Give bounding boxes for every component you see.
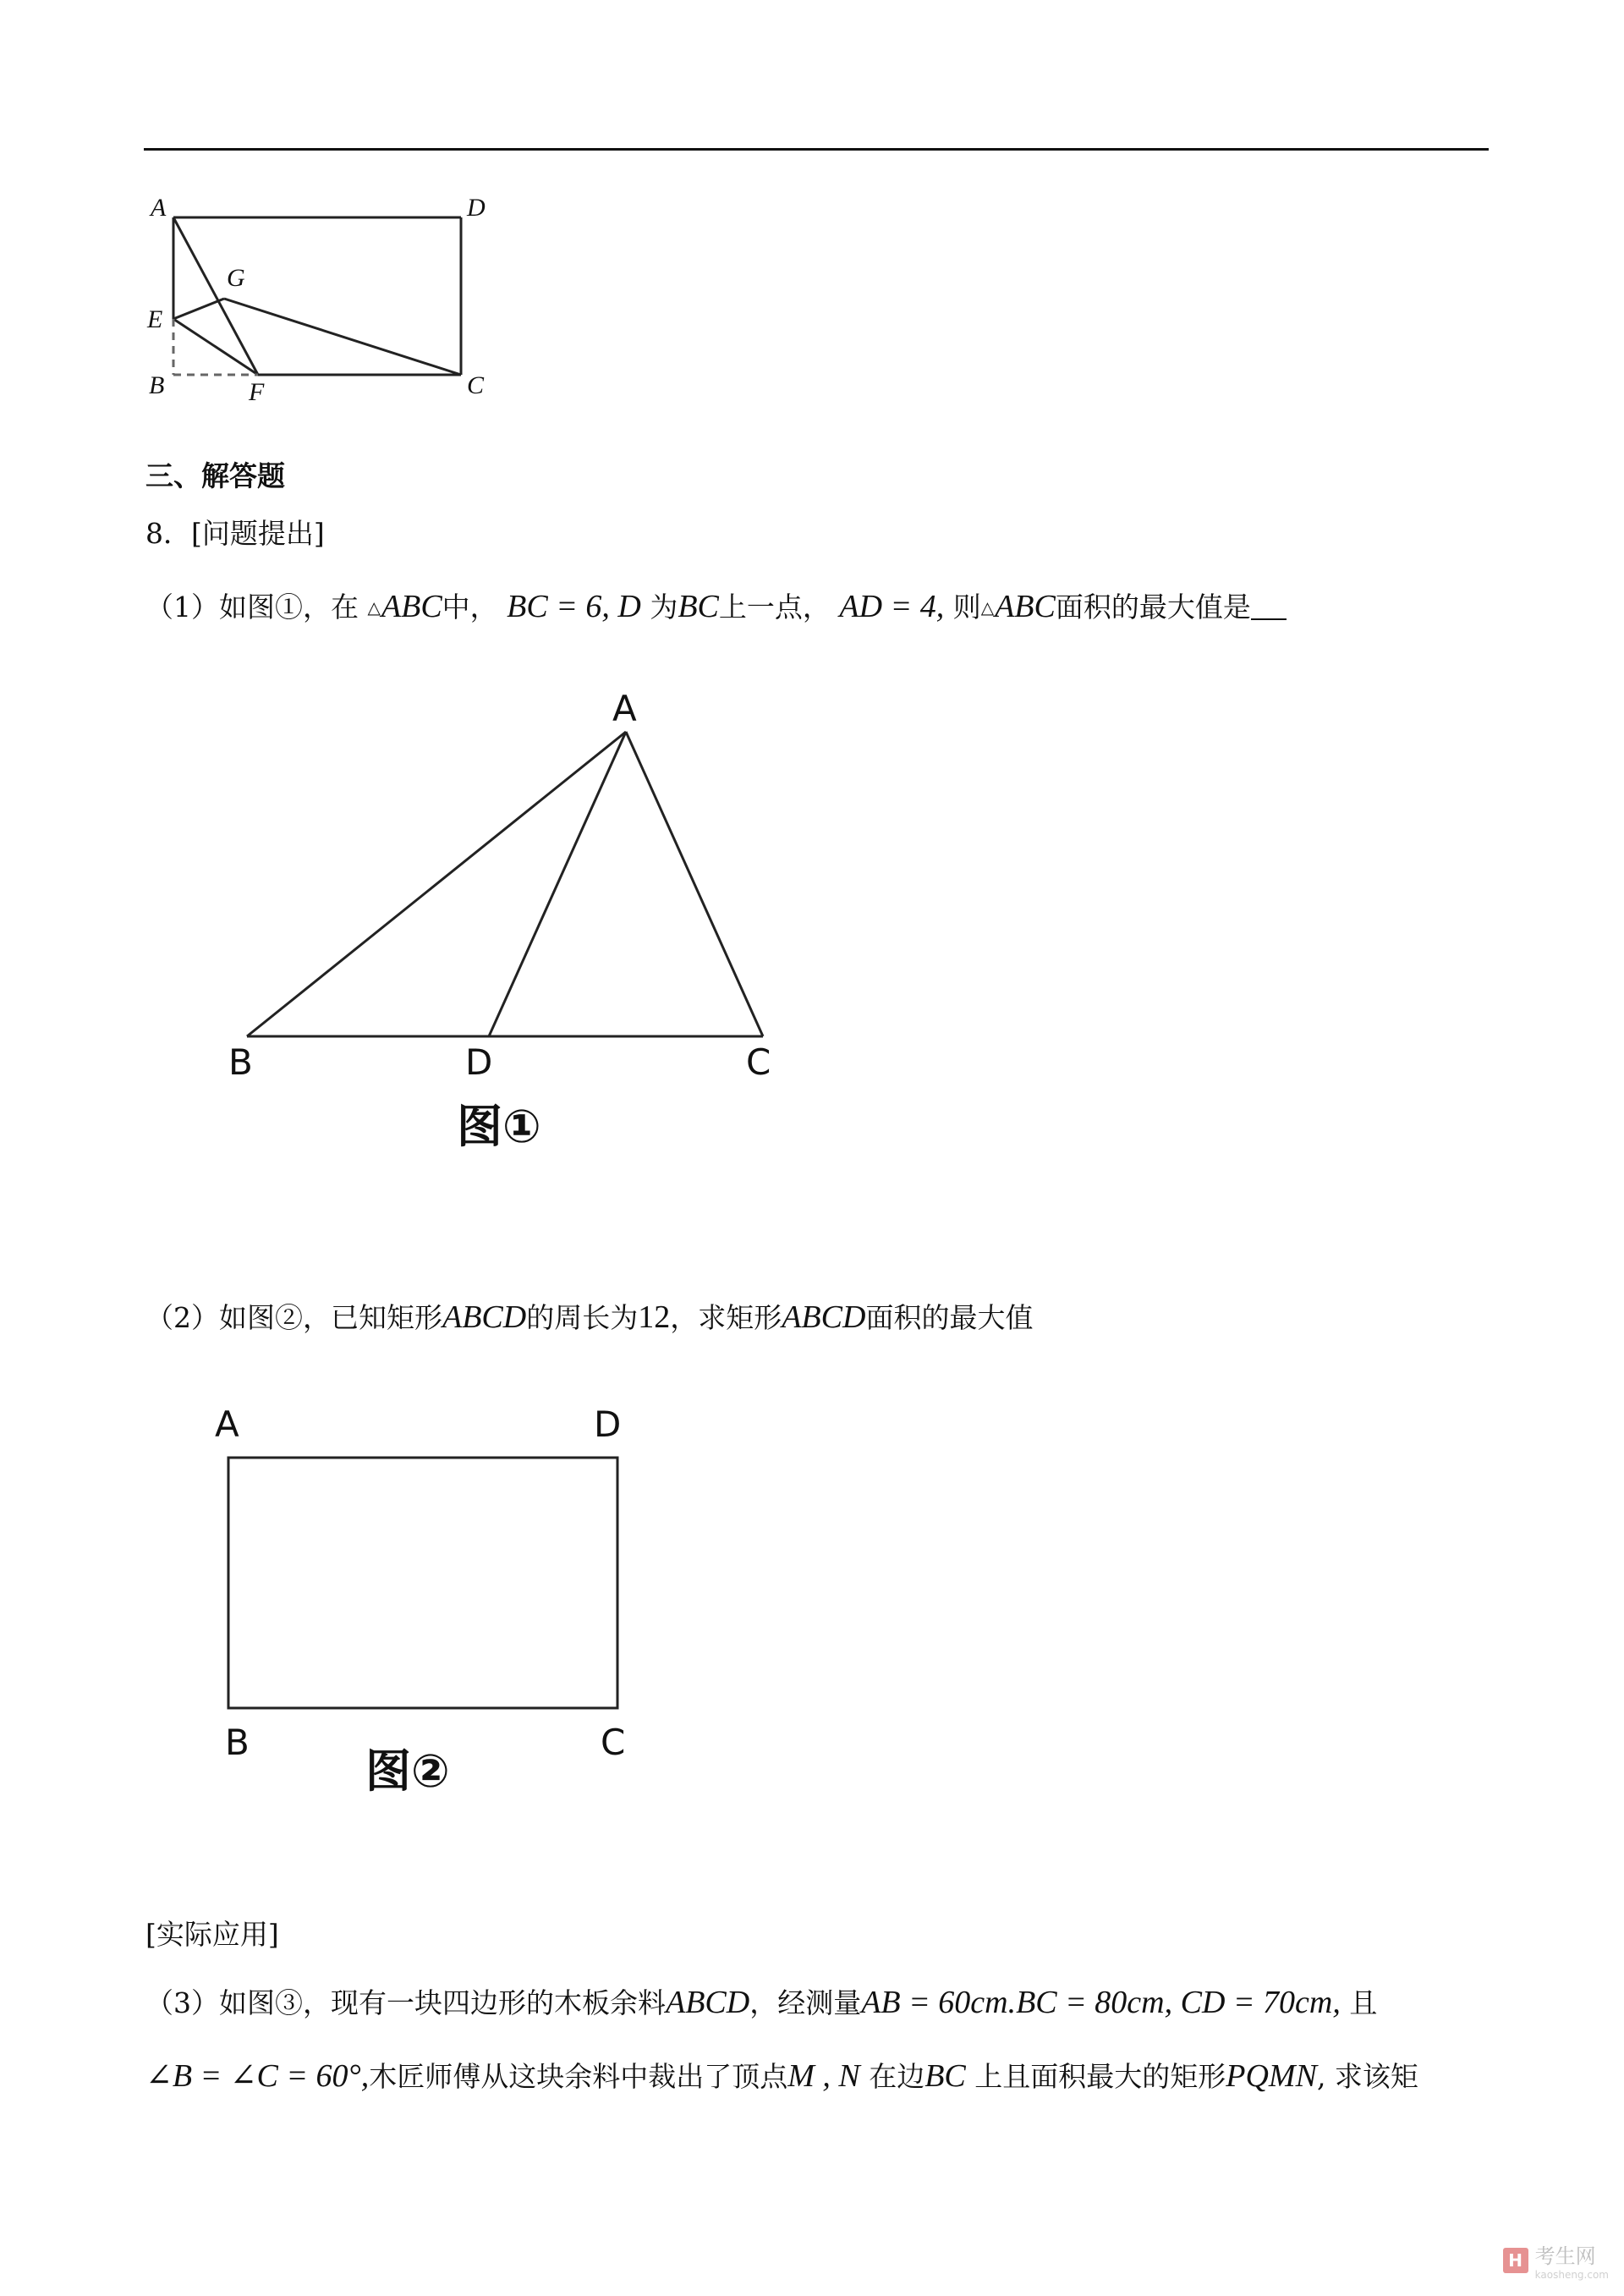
label-D: D bbox=[467, 194, 486, 222]
fig1-label-B: B bbox=[228, 1041, 253, 1083]
fig1-caption: 图① bbox=[457, 1100, 541, 1153]
seg-AC bbox=[626, 732, 763, 1036]
figure-2 bbox=[203, 1387, 660, 1810]
label-G: G bbox=[227, 264, 245, 292]
part1-text: （1）如图①，在 △ABC中， BC = 6, D 为BC上一点， AD = 4, 则△ABC面积的最大值是 bbox=[145, 588, 1287, 627]
label-C: C bbox=[467, 371, 485, 399]
section-title: 三、解答题 bbox=[145, 459, 285, 492]
part3-line1: （3）如图③，现有一块四边形的木板余料ABCD，经测量AB = 60cm.BC = 80cm, CD = 70cm, 且 bbox=[145, 1985, 1378, 2020]
problem-title: 8．[问题提出] bbox=[145, 517, 325, 550]
fig1-label-C: C bbox=[746, 1041, 771, 1083]
answer-blank bbox=[1251, 593, 1287, 620]
seg-AD bbox=[489, 732, 626, 1036]
fig2-label-A: A bbox=[215, 1403, 239, 1445]
label-A: A bbox=[151, 194, 167, 222]
header-rule bbox=[144, 148, 1489, 151]
label-B: B bbox=[149, 371, 165, 399]
seg-EG bbox=[173, 299, 224, 319]
watermark-sub: kaosheng.com bbox=[1534, 2269, 1609, 2281]
fig2-label-C: C bbox=[601, 1722, 626, 1763]
fig1-label-D: D bbox=[465, 1041, 493, 1083]
label-E: E bbox=[147, 305, 163, 333]
fig2-caption: 图② bbox=[365, 1744, 450, 1798]
fig2-label-B: B bbox=[225, 1722, 250, 1763]
practical-title: [实际应用] bbox=[145, 1918, 279, 1951]
part2-text: （2）如图②，已知矩形ABCD的周长为12，求矩形ABCD面积的最大值 bbox=[145, 1299, 1034, 1335]
watermark bbox=[1503, 2239, 1609, 2281]
seg-EF bbox=[173, 319, 258, 375]
fig2-label-D: D bbox=[594, 1403, 622, 1445]
rect-ABCD bbox=[228, 1458, 617, 1708]
triangle-symbol: △ bbox=[367, 599, 381, 618]
figure-top bbox=[144, 190, 508, 410]
seg-AF bbox=[173, 217, 258, 375]
watermark-logo-icon: H bbox=[1503, 2248, 1528, 2273]
figure-1 bbox=[211, 677, 804, 1167]
seg-AB bbox=[247, 732, 626, 1036]
fig1-label-A: A bbox=[612, 688, 637, 729]
part3-line2: ∠B = ∠C = 60°,木匠师傅从这块余料中裁出了顶点M , N 在边BC 上且面积最大的矩形PQMN, 求该矩 bbox=[145, 2058, 1418, 2094]
seg-GC bbox=[224, 299, 461, 375]
label-F: F bbox=[249, 378, 265, 406]
watermark-text: 考生网 bbox=[1534, 2244, 1596, 2268]
